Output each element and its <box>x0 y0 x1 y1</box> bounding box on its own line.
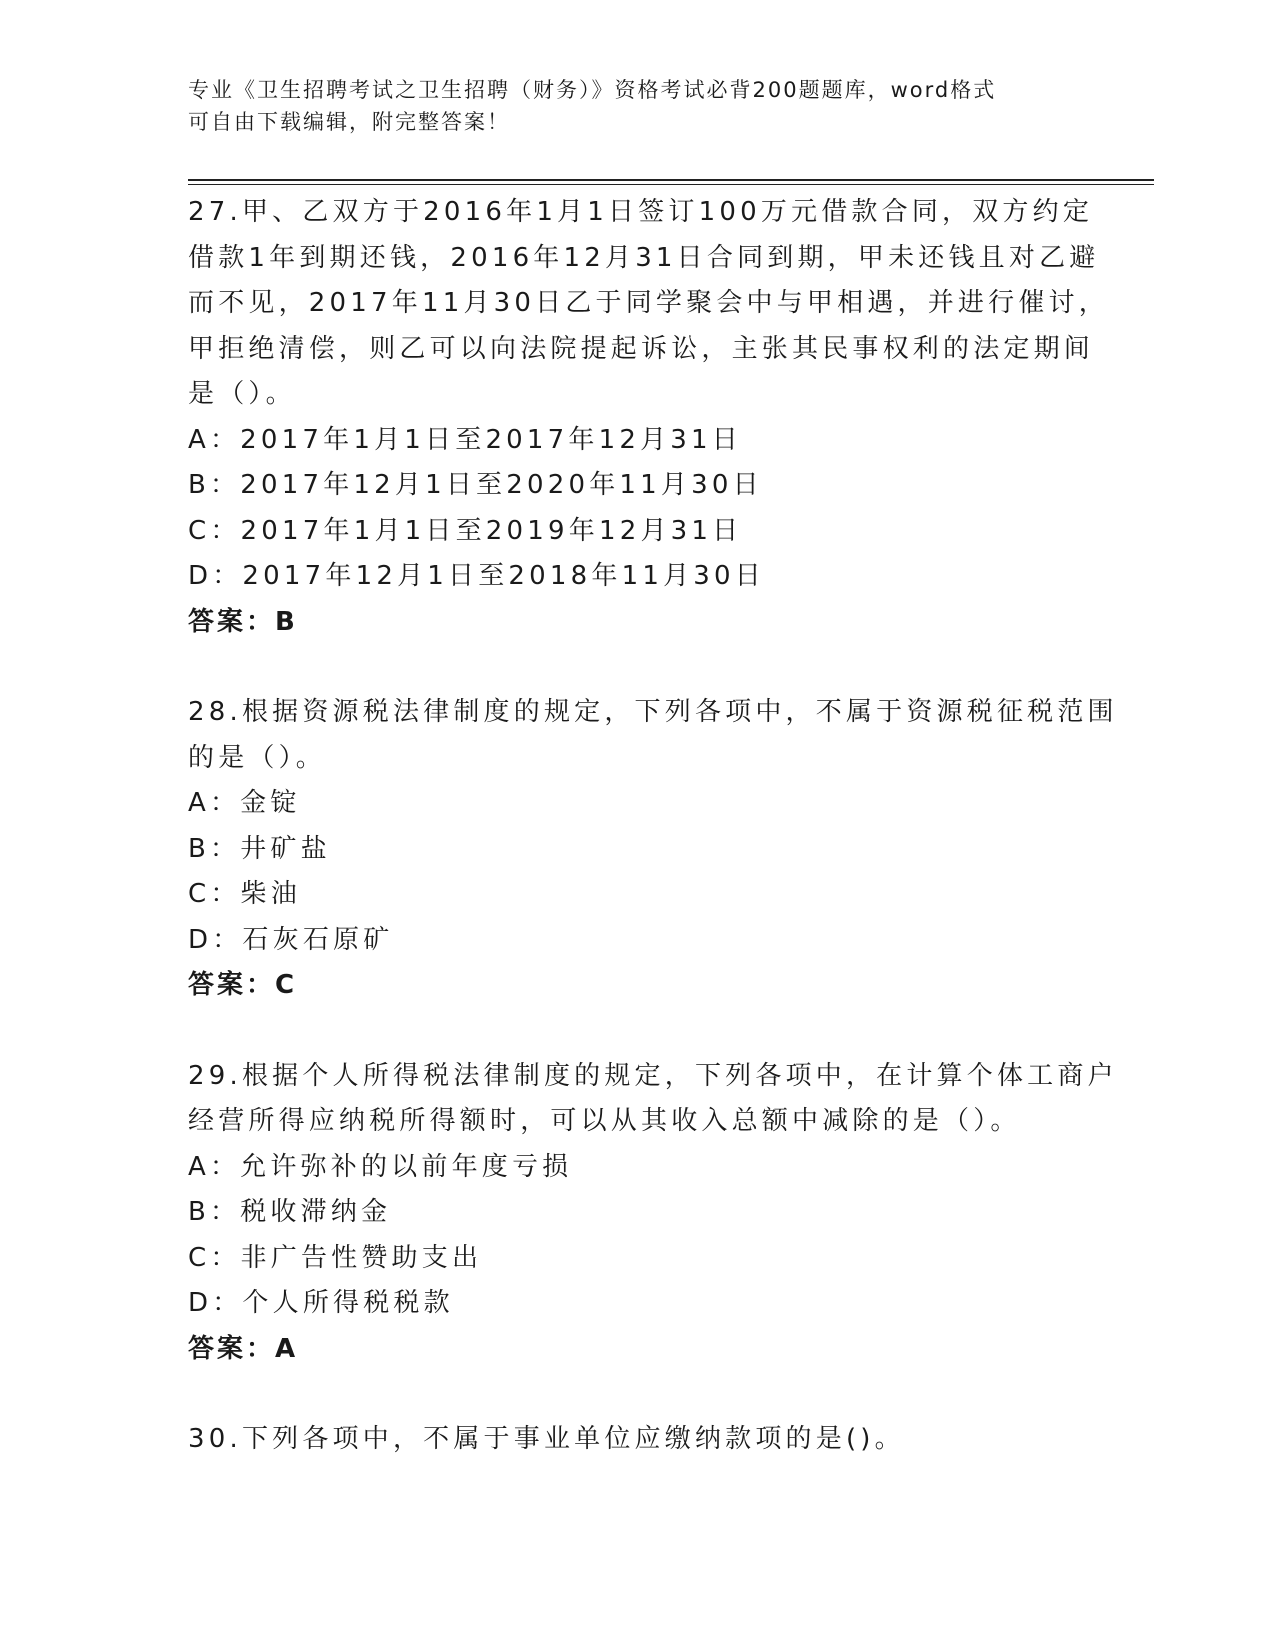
option-c: C：2017年1月1日至2019年12月31日 <box>188 515 743 546</box>
question-stem-line: 的是（）。 <box>188 742 327 773</box>
question-stem-line: 借款1年到期还钱，2016年12月31日合同到期，甲未还钱且对乙避 <box>188 242 1100 273</box>
question-stem-line: 29.根据个人所得税法律制度的规定，下列各项中，在计算个体工商户 <box>188 1060 1118 1091</box>
question-stem-line: 经营所得应纳税所得额时，可以从其收入总额中减除的是（）。 <box>188 1106 1021 1136</box>
question-27 <box>188 190 1109 645</box>
question-stem-line: 甲拒绝清偿，则乙可以向法院提起诉讼，主张其民事权利的法定期间 <box>188 333 1095 364</box>
option-a: A：金锭 <box>188 788 301 818</box>
header-line-1: 专业《卫生招聘考试之卫生招聘（财务）》资格考试必背200题题库，word格式 <box>188 78 997 102</box>
option-b: B：2017年12月1日至2020年11月30日 <box>188 470 763 500</box>
option-a: A：2017年1月1日至2017年12月31日 <box>188 424 742 455</box>
question-28 <box>188 690 1118 1009</box>
header-divider-thin <box>188 184 1154 185</box>
answer-label: 答案：A <box>188 1333 299 1364</box>
option-c: C：柴油 <box>188 879 301 909</box>
answer-label: 答案：C <box>188 970 298 1000</box>
option-b: B：井矿盐 <box>188 833 331 864</box>
answer-label: 答案：B <box>188 606 298 637</box>
option-d: D：石灰石原矿 <box>188 924 394 955</box>
question-stem-line: 30.下列各项中，不属于事业单位应缴纳款项的是()。 <box>188 1424 905 1454</box>
question-stem-line: 27.甲、乙双方于2016年1月1日签订100万元借款合同，双方约定 <box>188 197 1094 227</box>
question-29 <box>188 1054 1118 1373</box>
question-stem-line: 是（）。 <box>188 379 296 409</box>
option-c: C：非广告性赞助支出 <box>188 1242 483 1273</box>
option-a: A：允许弥补的以前年度亏损 <box>188 1151 573 1182</box>
option-b: B：税收滞纳金 <box>188 1197 392 1227</box>
question-list <box>188 190 1118 1463</box>
header-line-2: 可自由下载编辑，附完整答案！ <box>188 110 510 134</box>
option-d: D：2017年12月1日至2018年11月30日 <box>188 561 765 591</box>
header-divider-thick <box>188 179 1154 181</box>
question-stem-line: 而不见，2017年11月30日乙于同学聚会中与甲相遇，并进行催讨， <box>188 288 1109 318</box>
question-30 <box>188 1417 1088 1463</box>
document-header <box>188 74 1068 138</box>
option-d: D：个人所得税税款 <box>188 1288 454 1318</box>
question-stem-line: 28.根据资源税法律制度的规定，下列各项中，不属于资源税征税范围 <box>188 697 1118 727</box>
